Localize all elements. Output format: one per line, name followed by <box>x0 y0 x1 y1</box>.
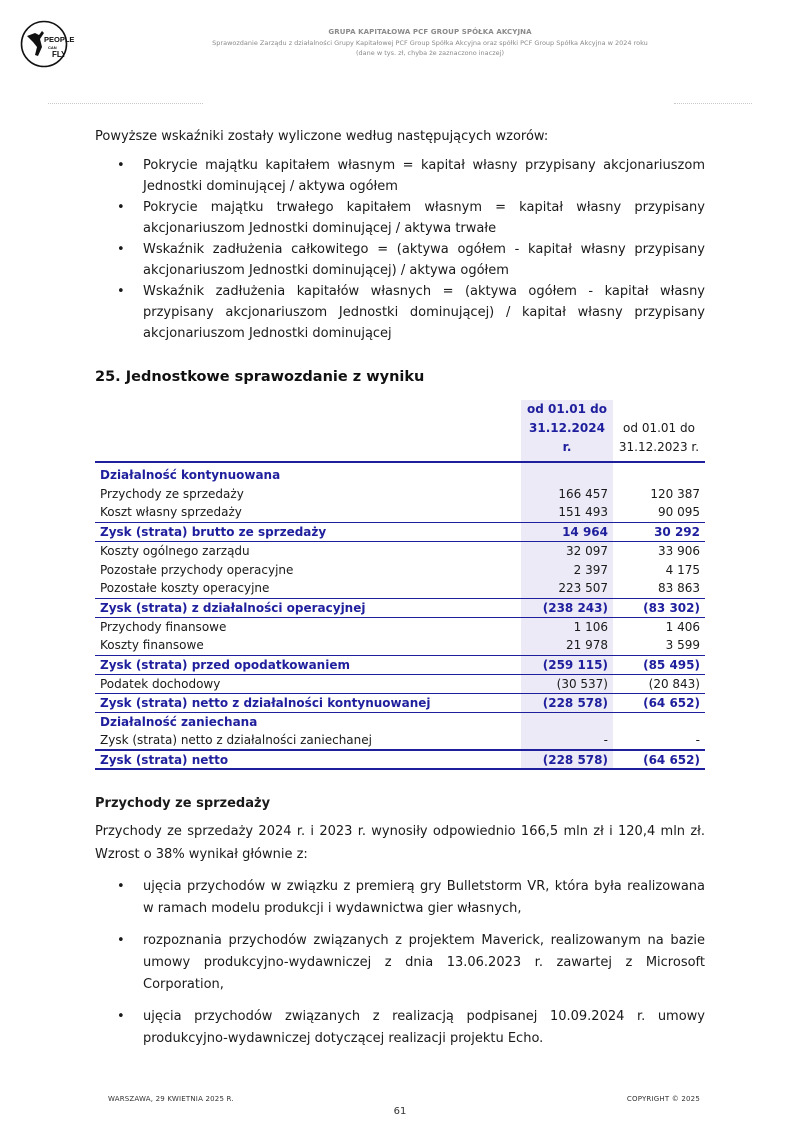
value-2024: (228 578) <box>521 750 613 769</box>
bullet-icon: • <box>117 879 125 894</box>
header-label-cell <box>95 400 521 462</box>
footer-location-date: WARSZAWA, 29 KWIETNIA 2025 R. <box>108 1095 234 1103</box>
revenue-paragraph: Przychody ze sprzedaży 2024 r. i 2023 r. wynosiły odpowiednio 166,5 mln zł i 120,4 mln zł. Wzrost o 38% wynikał głównie z: <box>95 824 705 862</box>
value-2024: - <box>521 731 613 750</box>
table-row <box>95 731 705 750</box>
row-label: Przychody ze sprzedaży <box>100 486 244 501</box>
value-2023: (20 843) <box>648 676 700 691</box>
revenue-heading: Przychody ze sprzedaży <box>95 796 271 811</box>
row-label: Zysk (strata) netto z działalności kontynuowanej <box>95 693 521 712</box>
column-header-2024: od 01.01 do 31.12.2024 r. <box>521 400 613 462</box>
row-label: Pozostałe koszty operacyjne <box>100 581 270 596</box>
value-2023: 120 387 <box>650 486 700 501</box>
table-body <box>95 465 705 769</box>
value-2024: (238 243) <box>521 598 613 617</box>
value-2023: (64 652) <box>613 750 705 769</box>
table-row <box>95 636 705 655</box>
footer-copyright: COPYRIGHT © 2025 <box>626 1095 700 1103</box>
value-2023: (85 495) <box>613 655 705 674</box>
table-row <box>95 484 705 503</box>
row-label: Koszty finansowe <box>100 638 204 653</box>
company-logo <box>20 20 75 68</box>
page-number: 61 <box>393 1106 407 1117</box>
income-statement-table <box>95 400 705 770</box>
revenue-point: • ujęcia przychodów związanych z realizacją podpisanej 10.09.2024 r. umowy produkcyjno-wydawniczej dotyczącej realizacji projektu Echo. <box>95 1006 705 1050</box>
value-2023: (64 652) <box>613 693 705 712</box>
header-title: GRUPA KAPITAŁOWA PCF GROUP SPÓŁKA AKCYJNA <box>328 28 532 36</box>
revenue-point: • ujęcia przychodów w związku z premierą gry Bulletstorm VR, która była realizowana w ramach modelu produkcji i wydawnictwa gier własnych, <box>95 876 705 920</box>
table-row <box>95 617 705 636</box>
value-2023: (83 302) <box>613 598 705 617</box>
row-label: Zysk (strata) netto z działalności zaniechanej <box>100 733 372 747</box>
value-2024: (259 115) <box>521 655 613 674</box>
row-label: Zysk (strata) netto <box>95 750 521 769</box>
value-2024 <box>521 465 613 484</box>
intro-text: Powyższe wskaźniki zostały wyliczone według następujących wzorów: <box>95 129 549 144</box>
table-row <box>95 522 705 541</box>
row-label: Zysk (strata) brutto ze sprzedaży <box>95 522 521 541</box>
header-divider-left <box>48 103 203 104</box>
table-row <box>95 465 705 484</box>
column-header-2023: od 01.01 do 31.12.2023 r. <box>613 400 705 462</box>
header-divider-right <box>674 103 752 104</box>
header-subtitle: Sprawozdanie Zarządu z działalności Grupy Kapitałowej PCF Group Spółka Akcyjna oraz spółki PCF Group Spółka Akcyjna w 2024 roku <box>212 39 648 47</box>
page-header <box>120 28 740 57</box>
value-2024: 223 507 <box>521 579 613 598</box>
table-row <box>95 712 705 731</box>
bullet-icon: • <box>117 242 125 257</box>
row-label: Przychody finansowe <box>100 619 227 634</box>
revenue-points-list <box>95 876 705 1050</box>
formula-item: • Pokrycie majątku kapitałem własnym = kapitał własny przypisany akcjonariuszom Jednostki dominującej / aktywa ogółem <box>95 155 705 197</box>
value-2023: 33 906 <box>658 543 700 558</box>
row-label: Pozostałe przychody operacyjne <box>100 562 294 577</box>
value-2024: (228 578) <box>521 693 613 712</box>
value-2023: 90 095 <box>658 505 700 520</box>
row-label: Zysk (strata) z działalności operacyjnej <box>95 598 521 617</box>
bullet-icon: • <box>117 1009 125 1024</box>
value-2023: 30 292 <box>613 522 705 541</box>
value-2023 <box>613 712 705 731</box>
table-row <box>95 560 705 579</box>
formula-item: • Wskaźnik zadłużenia całkowitego = (aktywa ogółem - kapitał własny przypisany akcjonariuszom Jednostki dominującej) / aktywa ogółem <box>95 239 705 281</box>
value-2023: 83 863 <box>658 581 700 596</box>
row-label: Działalność kontynuowana <box>100 467 281 482</box>
row-label: Działalność zaniechana <box>100 714 258 729</box>
value-2024: 1 106 <box>521 617 613 636</box>
table-row <box>95 579 705 598</box>
value-2023: 1 406 <box>665 619 700 634</box>
row-label: Podatek dochodowy <box>100 676 221 691</box>
row-label: Koszt własny sprzedaży <box>100 505 242 520</box>
formula-list <box>95 155 705 344</box>
row-label: Zysk (strata) przed opodatkowaniem <box>95 655 521 674</box>
table-row <box>95 503 705 522</box>
value-2024: 14 964 <box>521 522 613 541</box>
logo-text-bottom: FLY <box>52 50 67 59</box>
value-2024: 2 397 <box>521 560 613 579</box>
table-row <box>95 750 705 769</box>
section-title: 25. Jednostkowe sprawozdanie z wyniku <box>95 369 425 385</box>
value-2024: 21 978 <box>521 636 613 655</box>
value-2023 <box>613 465 705 484</box>
value-2024 <box>521 712 613 731</box>
logo-text-mid: CAN <box>48 45 57 50</box>
value-2024: 32 097 <box>521 541 613 560</box>
row-label: Koszty ogólnego zarządu <box>100 543 250 558</box>
value-2023: - <box>695 733 700 747</box>
value-2024: 166 457 <box>521 484 613 503</box>
value-2023: 4 175 <box>665 562 700 577</box>
page-content <box>95 127 705 1060</box>
bullet-icon: • <box>117 284 125 299</box>
value-2023: 3 599 <box>665 638 700 653</box>
table-row <box>95 655 705 674</box>
bullet-icon: • <box>117 933 125 948</box>
revenue-point: • rozpoznania przychodów związanych z projektem Maverick, realizowanym na bazie umowy produkcyjno-wydawniczej z dnia 13.06.2023 r. zawartej z Microsoft Corporation, <box>95 930 705 996</box>
table-row <box>95 541 705 560</box>
table-row <box>95 693 705 712</box>
value-2024: 151 493 <box>521 503 613 522</box>
formula-item: • Wskaźnik zadłużenia kapitałów własnych = (aktywa ogółem - kapitał własny przypisany akcjonariuszom Jednostki dominującej) / kapitał własny przypisany akcjonariuszom Jednostki dominującej <box>95 281 705 344</box>
table-row <box>95 674 705 693</box>
bullet-icon: • <box>117 200 125 215</box>
header-note: (dane w tys. zł, chyba że zaznaczono inaczej) <box>356 49 504 57</box>
logo-text-top: PEOPLE <box>44 35 75 44</box>
value-2024: (30 537) <box>521 674 613 693</box>
table-row <box>95 598 705 617</box>
formula-item: • Pokrycie majątku trwałego kapitałem własnym = kapitał własny przypisany akcjonariuszom Jednostki dominującej / aktywa trwałe <box>95 197 705 239</box>
bullet-icon: • <box>117 158 125 173</box>
